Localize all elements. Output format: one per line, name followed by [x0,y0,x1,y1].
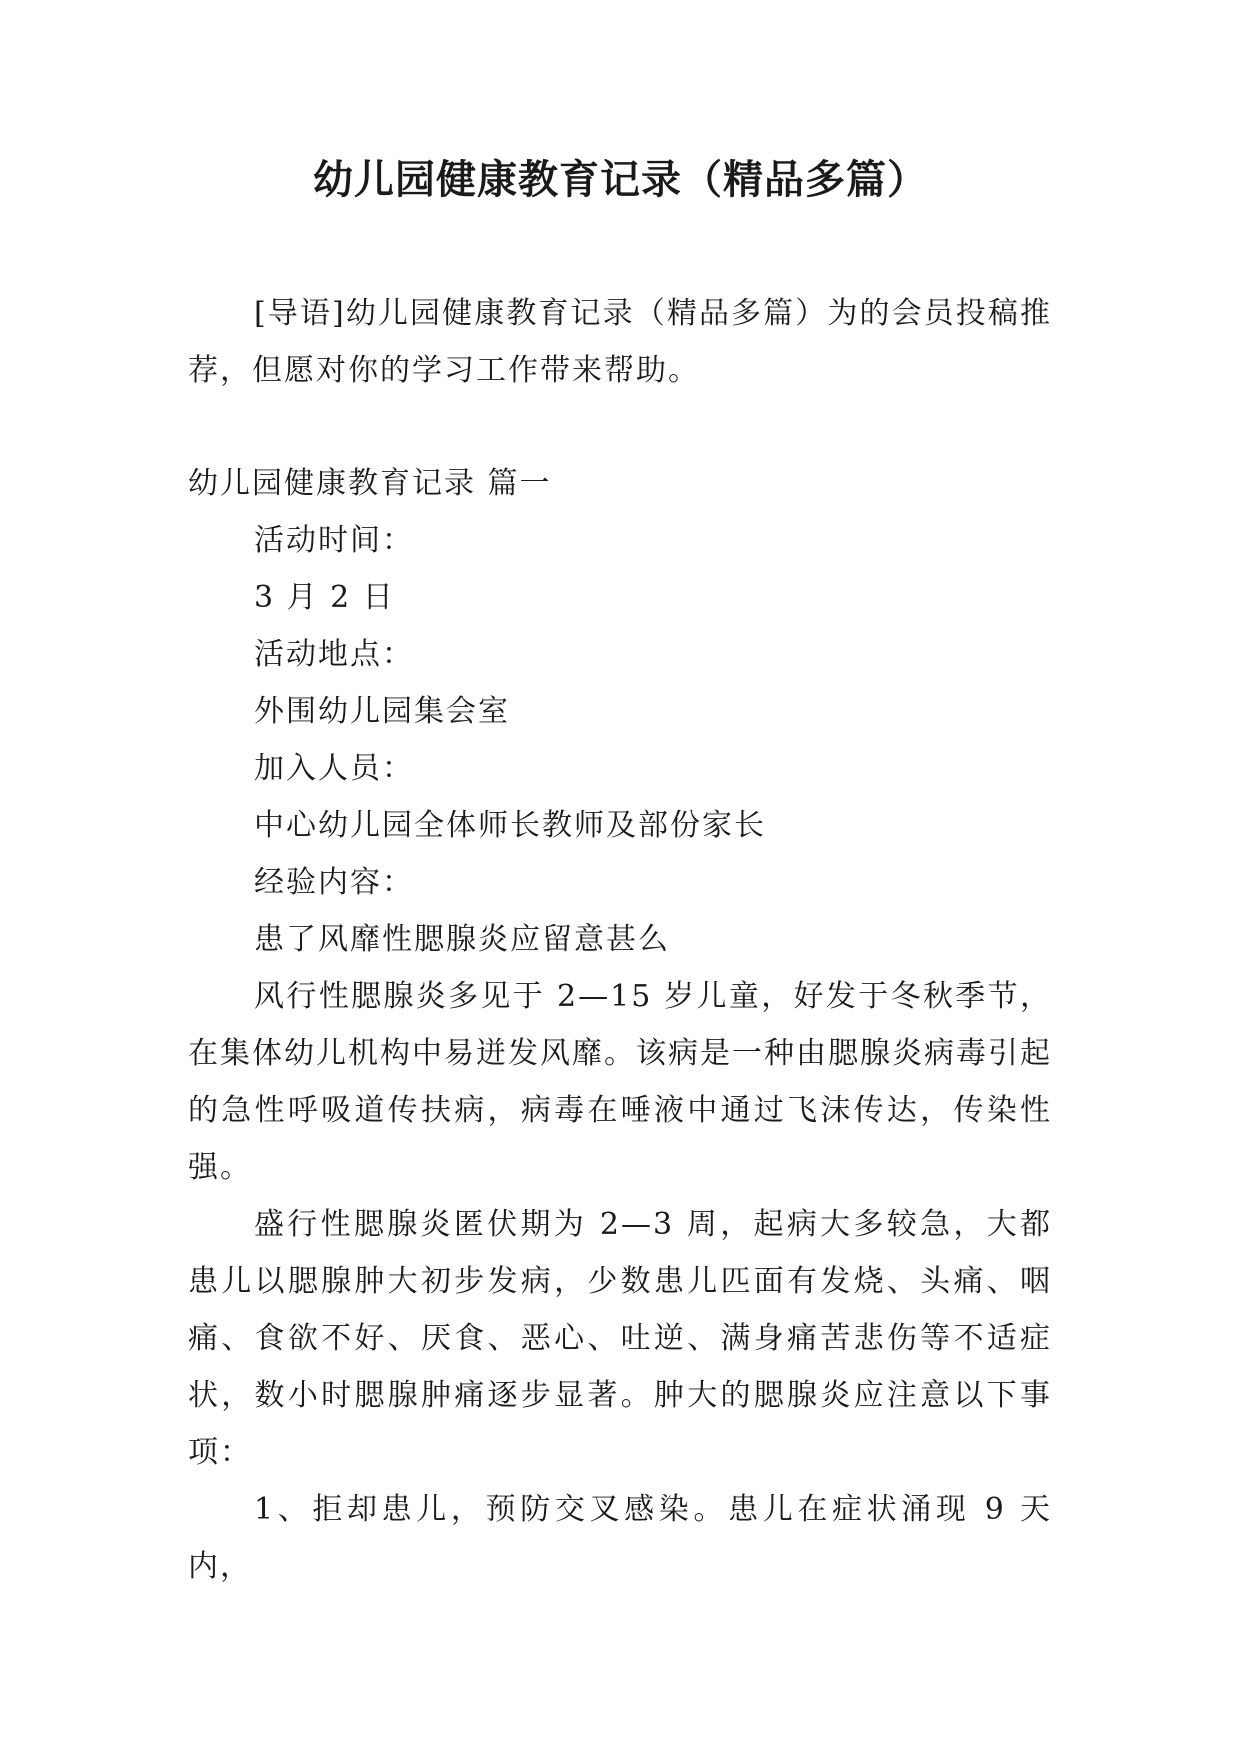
document-title: 幼儿园健康教育记录（精品多篇） [313,157,928,203]
activity-time-label: 活动时间： [254,523,414,558]
participants-value: 中心幼儿园全体师长教师及部份家长 [254,808,766,843]
activity-location-value: 外围幼儿园集会室 [254,694,510,729]
activity-time-value: 3 月 2 日 [254,580,395,615]
body-paragraph-3: 1、拒却患儿，预防交叉感染。患儿在症状涌现 9 天内， [188,1492,1052,1584]
activity-location-label: 活动地点： [254,637,414,672]
intro-paragraph: [导语]幼儿园健康教育记录（精品多篇）为的会员投稿推荐，但愿对你的学习工作带来帮助。 [188,296,1052,388]
document-body [188,285,1052,1595]
section-heading: 幼儿园健康教育记录 篇一 [188,466,552,501]
body-paragraph-2: 盛行性腮腺炎匿伏期为 2—3 周，起病大多较急，大都患儿以腮腺肿大初步发病，少数患儿匹面有发烧、头痛、咽痛、食欲不好、厌食、恶心、吐逆、满身痛苦悲伤等不适症状，数小时腮腺肿痛逐步显著。肿大的腮腺炎应注意以下事项： [188,1207,1052,1470]
experience-content-topic: 患了风靡性腮腺炎应留意甚么 [254,922,670,957]
body-paragraph-1: 风行性腮腺炎多见于 2—15 岁儿童，好发于冬秋季节，在集体幼儿机构中易迸发风靡。该病是一种由腮腺炎病毒引起的急性呼吸道传扶病，病毒在唾液中通过飞沫传达，传染性强。 [188,979,1052,1185]
participants-label: 加入人员： [254,751,414,786]
experience-content-label: 经验内容： [254,865,414,900]
